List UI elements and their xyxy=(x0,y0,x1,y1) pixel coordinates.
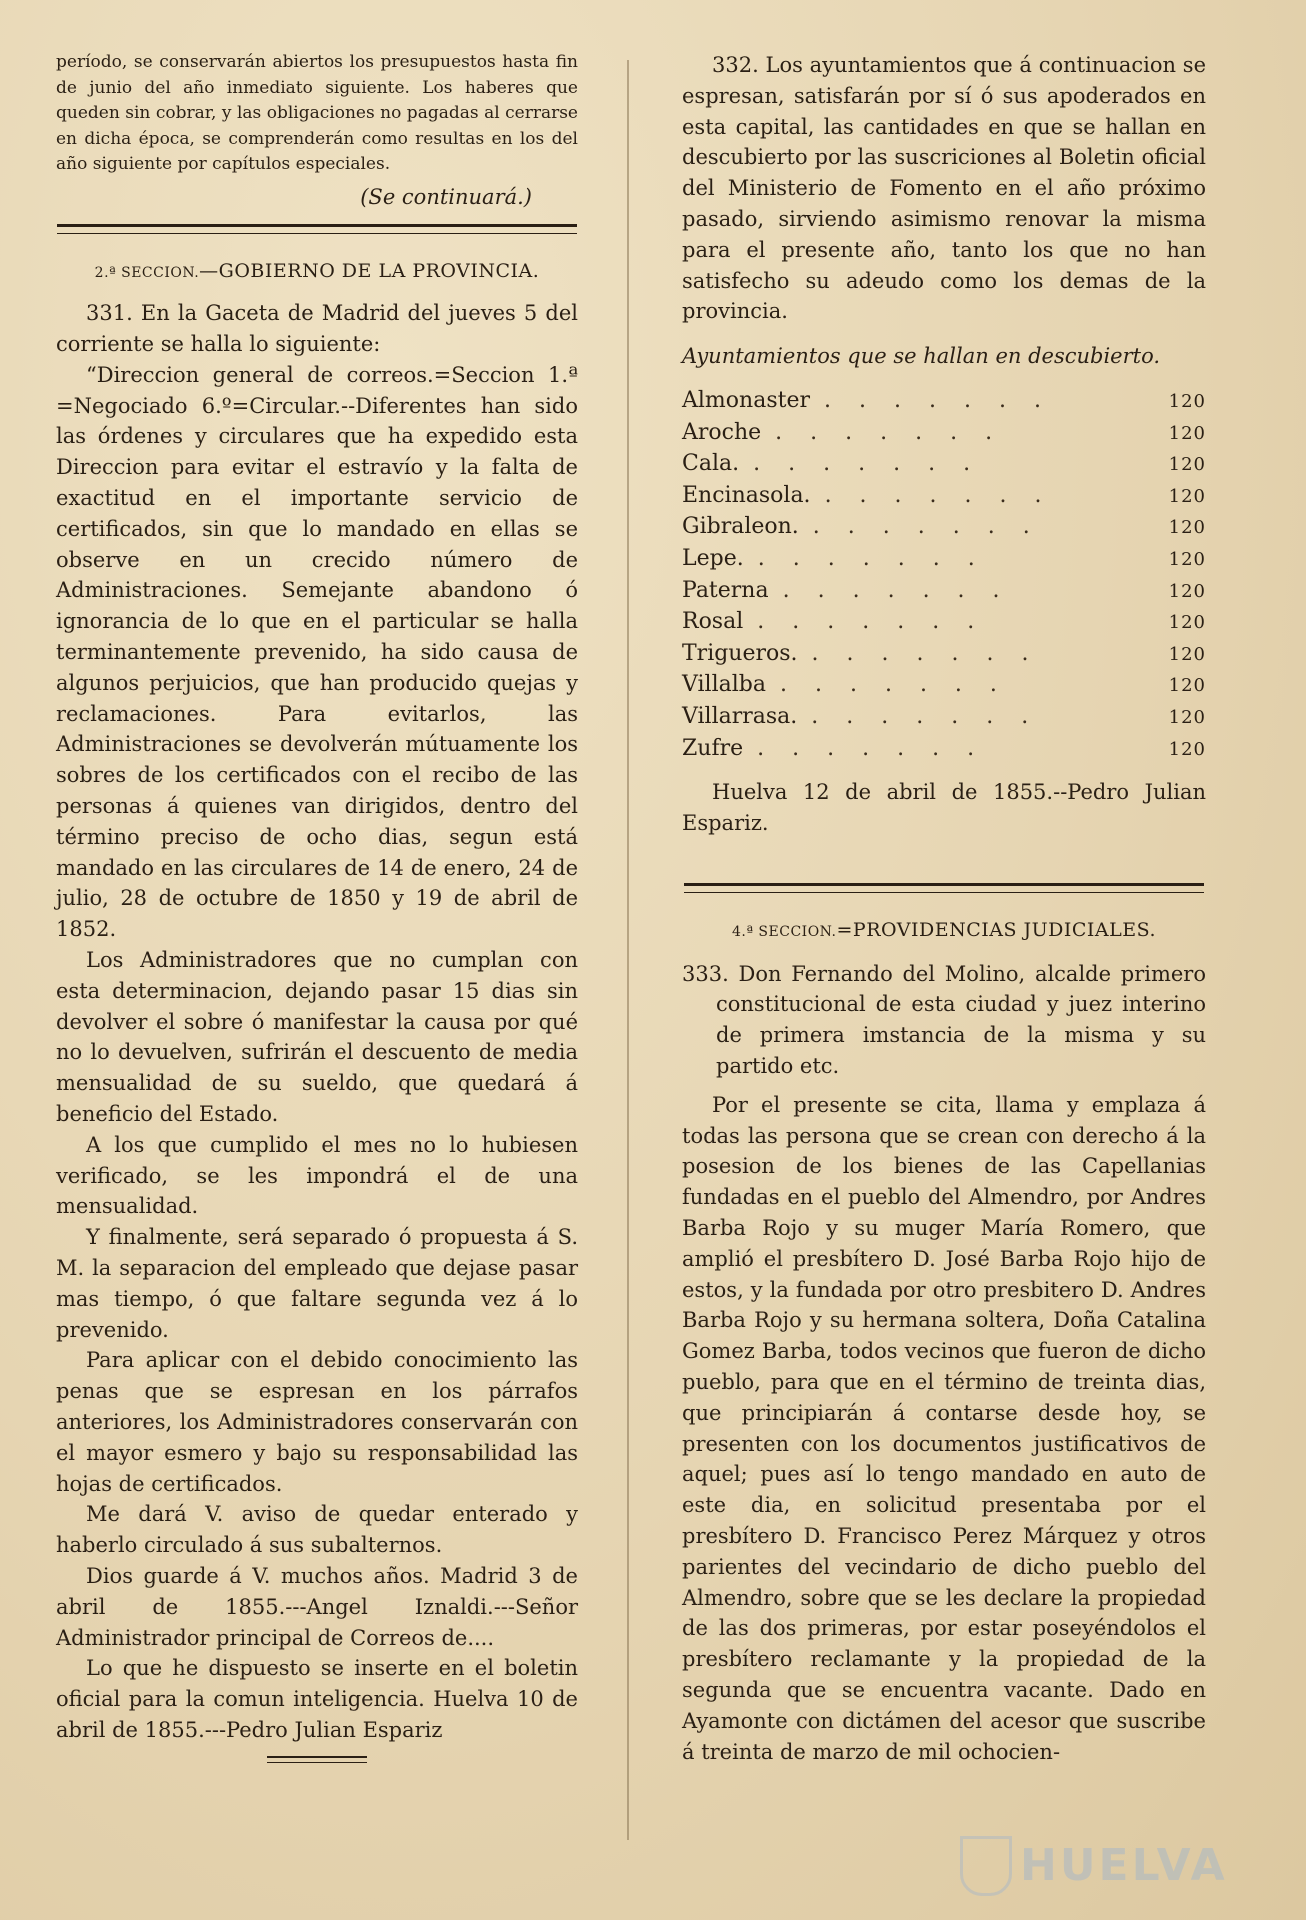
shield-icon xyxy=(960,1836,1012,1896)
leader-dots: ....... xyxy=(775,419,1021,445)
town-name: Villalba xyxy=(682,672,766,698)
town-name: Almonaster xyxy=(682,387,810,413)
list-item xyxy=(682,607,1206,639)
leader-dots: ....... xyxy=(757,735,1003,761)
leader-dots: ....... xyxy=(824,482,1070,508)
town-amount: 120 xyxy=(1168,580,1206,602)
article-333-intro: 333. Don Fernando del Molino, alcalde primero constitucional de esta ciudad y juez interino de primera imstancia de la misma y su partido etc. xyxy=(682,961,1206,1079)
article-331-text-e: Para aplicar con el debido conocimiento las penas que se espresan en los párrafos anteriores, los Administradores conservarán con el mayor esmero y bajo su responsabilidad las hojas de certificados. xyxy=(56,1348,578,1496)
town-name: Zufre xyxy=(682,735,744,761)
town-amount: 120 xyxy=(1168,390,1206,412)
leader-dots: ....... xyxy=(782,577,1028,603)
town-amount: 120 xyxy=(1168,706,1206,728)
town-name: Rosal xyxy=(682,609,744,635)
column-divider xyxy=(627,60,629,1840)
article-331-text-g: Dios guarde á V. muchos años. Madrid 3 de abril de 1855.---Angel Iznaldi.---Señor Administrador principal de Correos de.... xyxy=(56,1563,578,1650)
list-item xyxy=(682,670,1206,702)
town-name: Lepe. xyxy=(682,545,744,571)
leader-dots: ....... xyxy=(812,514,1058,540)
town-amount: 120 xyxy=(1168,517,1206,539)
continuation-paragraph: período, se conservarán abiertos los presupuestos hasta fin de junio del año inmediato siguiente. Los haberes que queden sin cobrar, y las obligaciones no pagadas al cerrarse en dicha época, se comprenderán como resultas en los del año siguiente por capítulos especiales. xyxy=(56,52,578,174)
town-amount: 120 xyxy=(1168,612,1206,634)
town-name: Trigueros. xyxy=(682,640,798,666)
list-item xyxy=(682,702,1206,734)
left-column xyxy=(56,50,578,1763)
article-332-signature: Huelva 12 de abril de 1855.--Pedro Julian Espariz. xyxy=(682,780,1206,835)
article-331-text-a: “Direccion general de correos.=Seccion 1.ª =Negociado 6.º=Circular.--Diferentes han sido las órdenes y circulares que ha expedido esta Direccion para evitar el estravío y la falta de exactitud en el importante servicio de certificados, sin que lo mandado en ellas se observe en un crecido número de Administraciones. Semejante abandono ó ignorancia de lo que en el particular se halla terminantemente prevenido, ha sido causa de algunos perjuicios, que han producido quejas y reclamaciones. Para evitarlos, las Administraciones se devolverán mútuamente los sobres de los certificados con el recibo de las personas á quienes van dirigidos, dentro del término preciso de ocho dias, segun está mandado en las circulares de 14 de enero, 24 de julio, 28 de octubre de 1850 y 19 de abril de 1852. xyxy=(56,362,578,942)
article-331-text-c: A los que cumplido el mes no lo hubiesen verificado, se les impondrá el de una mensualidad. xyxy=(56,1132,578,1219)
article-331-text-d: Y finalmente, será separado ó propuesta á S. M. la separacion del empleado que dejase pasar mas tiempo, ó que faltare segunda vez á lo prevenido. xyxy=(56,1225,578,1342)
leader-dots: ....... xyxy=(757,609,1003,635)
article-331-text-f: Me dará V. aviso de quedar enterado y haberlo circulado á sus subalternos. xyxy=(56,1502,578,1558)
town-amount: 120 xyxy=(1168,422,1206,444)
towns-heading: Ayuntamientos que se hallan en descubierto. xyxy=(682,344,1161,369)
town-amount: 120 xyxy=(1168,548,1206,570)
article-331-text-h: Lo que he dispuesto se inserte en el boletin oficial para la comun inteligencia. Huelva 10 de abril de 1855.---Pedro Julian Espariz xyxy=(56,1656,578,1742)
right-column xyxy=(682,50,1206,1767)
town-amount: 120 xyxy=(1168,485,1206,507)
section-rule xyxy=(57,224,577,234)
town-name: Aroche xyxy=(682,419,762,445)
list-item xyxy=(682,544,1206,576)
end-rule xyxy=(267,1756,367,1763)
article-333-text: Por el presente se cita, llama y emplaza á todas las persona que se crean con derecho á la posesion de los bienes de las Capellanias fundadas en el pueblo del Almendro, por Andres Barba Rojo y su muger María Romero, que amplió el presbítero D. José Barba Rojo hijo de estos, y la fundada por otro presbitero D. Andres Barba Rojo y su hermana soltera, Doña Catalina Gomez Barba, todos vecinos que fueron de dicho pueblo, para que en el término de treinta dias, que principiarán á contarse desde hoy, se presenten con los documentos justificativos de aquel; pues así lo tengo mandado en auto de este dia, en solicitud presentaba por el presbítero D. Francisco Perez Márquez y otros parientes del vecindario de dicho pueblo del Almendro, sobre que se les declare la propiedad de las dos primeras, por estar poseyéndolos el presbítero reclamante y la propiedad de la segunda que se encuentra vacante. Dado en Ayamonte con dictámen del acesor que suscribe á treinta de marzo de mil ochocien- xyxy=(682,1092,1206,1764)
town-name: Gibraleon. xyxy=(682,514,799,540)
towns-list xyxy=(682,386,1206,765)
list-item xyxy=(682,639,1206,671)
watermark-logo: HUELVA xyxy=(1020,1840,1228,1891)
town-amount: 120 xyxy=(1168,675,1206,697)
section-rule xyxy=(684,883,1204,893)
leader-dots: ....... xyxy=(757,545,1003,571)
leader-dots: ....... xyxy=(811,703,1057,729)
town-name: Encinasola. xyxy=(682,482,811,508)
town-name: Cala. xyxy=(682,451,740,477)
leader-dots: ....... xyxy=(823,387,1069,413)
town-name: Villarrasa. xyxy=(682,703,798,729)
leader-dots: ....... xyxy=(779,672,1025,698)
list-item xyxy=(682,449,1206,481)
section-heading-gobierno xyxy=(56,260,578,282)
list-item xyxy=(682,386,1206,418)
list-item xyxy=(682,418,1206,450)
town-amount: 120 xyxy=(1168,643,1206,665)
section-heading-judiciales xyxy=(682,919,1206,941)
list-item xyxy=(682,481,1206,513)
town-amount: 120 xyxy=(1168,454,1206,476)
article-331-text-b: Los Administradores que no cumplan con esta determinacion, dejando pasar 15 dias sin devolver el sobre ó manifestar la causa por qué no lo devuelven, sufrirán el descuento de media mensualidad de su sueldo, que quedará á beneficio del Estado. xyxy=(56,948,578,1127)
to-be-continued: (Se continuará.) xyxy=(360,184,532,209)
list-item xyxy=(682,734,1206,766)
leader-dots: ....... xyxy=(811,640,1057,666)
list-item xyxy=(682,512,1206,544)
article-331-intro: 331. En la Gaceta de Madrid del jueves 5 del corriente se halla lo siguiente: xyxy=(56,301,578,357)
section-prefix: 2.ª SECCION. xyxy=(94,265,200,282)
section-title: =PROVIDENCIAS JUDICIALES. xyxy=(836,918,1157,941)
town-amount: 120 xyxy=(1168,738,1206,760)
town-name: Paterna xyxy=(682,577,769,603)
list-item xyxy=(682,576,1206,608)
article-332-text: 332. Los ayuntamientos que á continuacion se espresan, satisfarán por sí ó sus apoderados en esta capital, las cantidades en que se hallan en descubierto por las suscriciones al Boletin oficial del Ministerio de Fomento en el año próximo pasado, sirviendo asimismo renovar la misma para el presente año, tanto los que no han satisfecho su adeudo como los demas de la provincia. xyxy=(682,53,1206,324)
section-title: —GOBIERNO DE LA PROVINCIA. xyxy=(199,260,540,283)
section-prefix: 4.ª SECCION. xyxy=(731,923,837,940)
leader-dots: ....... xyxy=(753,451,999,477)
